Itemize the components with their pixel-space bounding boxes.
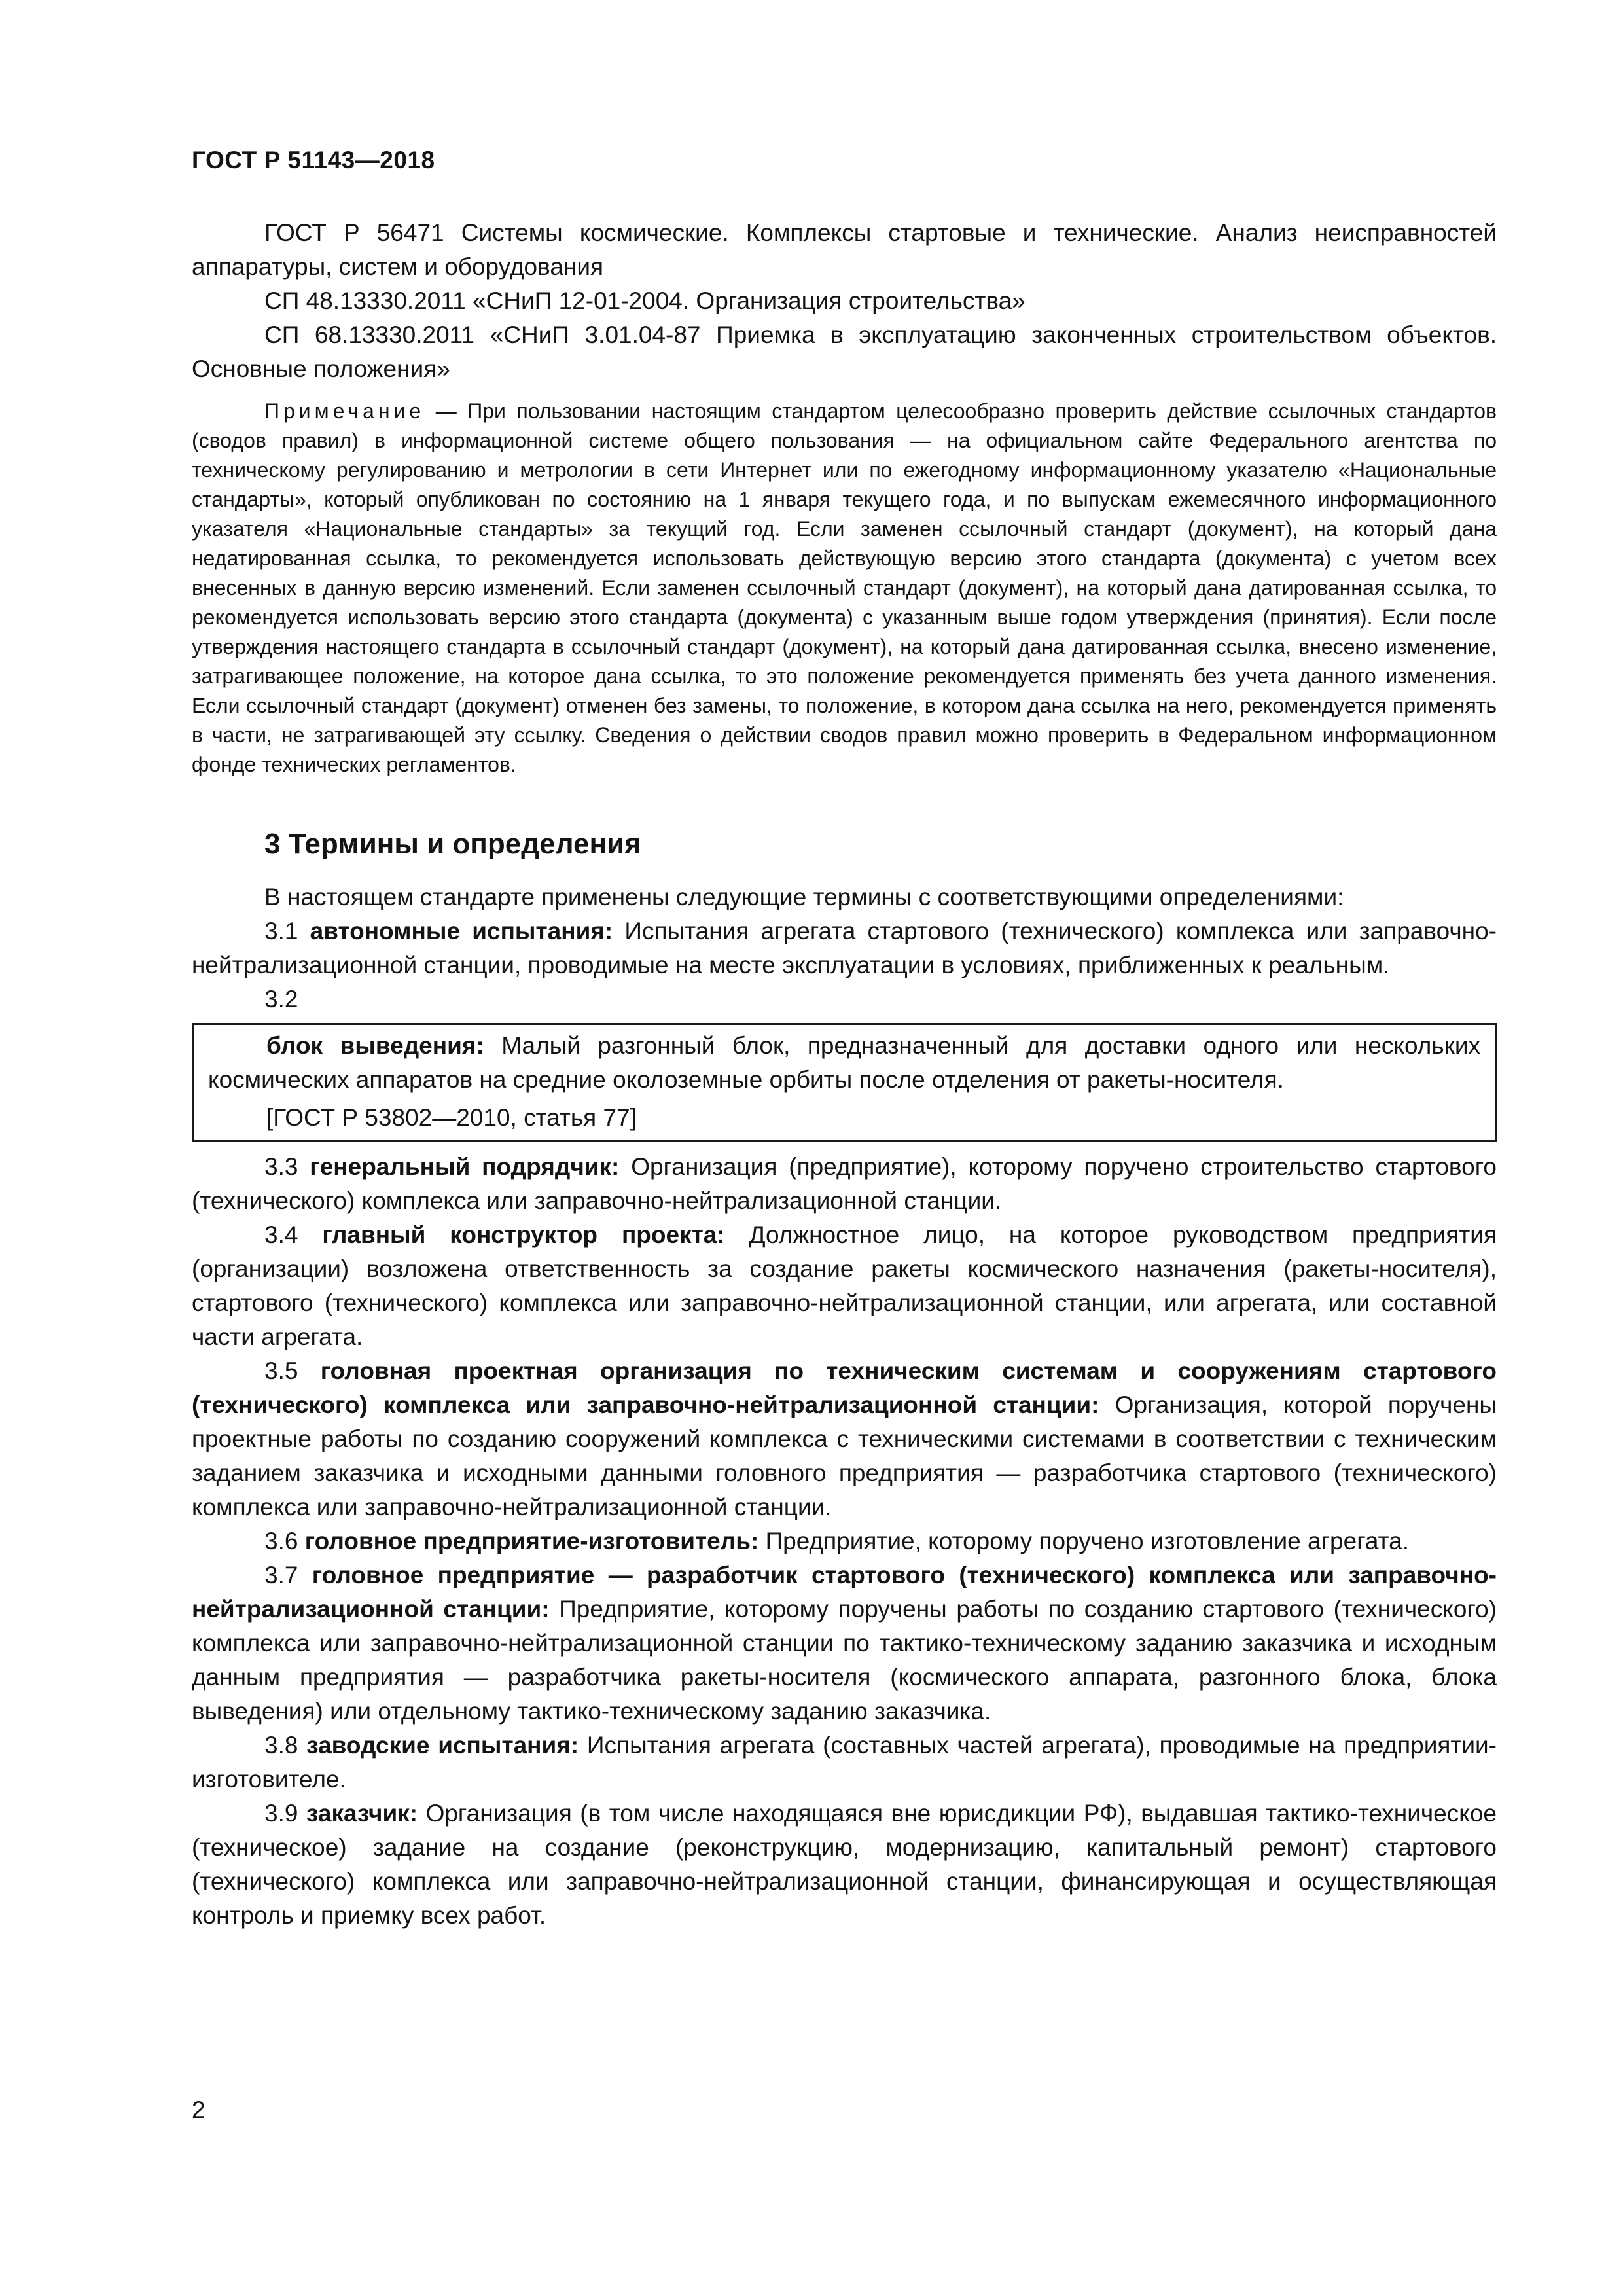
page-number: 2 <box>192 2096 205 2123</box>
term-entry <box>192 1729 1497 1797</box>
section-heading: 3 Термины и определения <box>264 828 641 860</box>
reference-item: ГОСТ Р 56471 Системы космические. Комплексы стартовые и технические. Анализ неисправностей аппаратуры, систем и оборудования <box>192 219 1497 280</box>
reference-item: СП 68.13330.2011 «СНиП 3.01.04-87 Приемка в эксплуатацию законченных строительством объектов. Основные положения» <box>192 321 1497 382</box>
term-entry <box>192 1354 1497 1524</box>
term-name: головная проектная организация по техническим системам и сооружениям стартового (технического) комплекса или заправочно-нейтрализационной станции: <box>192 1357 1497 1418</box>
term-name: заказчик: <box>306 1800 418 1827</box>
term-number: 3.5 <box>264 1357 321 1384</box>
term-number: 3.7 <box>264 1562 312 1588</box>
term-name: головное предприятие — разработчик стартового (технического) комплекса или заправочно-нейтрализационной станции: <box>192 1562 1497 1623</box>
note-paragraph <box>192 397 1497 780</box>
term-number: 3.3 <box>264 1153 310 1180</box>
term-definition: Предприятие, которому поручено изготовление агрегата. <box>758 1528 1410 1554</box>
note-text: — При пользовании настоящим стандартом целесообразно проверить действие ссылочных стандартов (сводов правил) в информационной системе общего пользования — на официальном сайте Федерального агентства по техническому регулированию и метрологии в сети Интернет или по ежегодному информационному указателю «Национальные стандарты», который опубликован по состоянию на 1 января текущего года, и по выпускам ежемесячного информационного указателя «Национальные стандарты» за текущий год. Если заменен ссылочный стандарт (документ), на который дана недатированная ссылка, то рекомендуется использовать действующую версию этого стандарта (документа) с учетом всех внесенных в данную версию изменений. Если заменен ссылочный стандарт (документ), на который дана датированная ссылка, то рекомендуется использовать версию этого стандарта (документа) с указанным выше годом утверждения (принятия). Если после утверждения настоящего стандарта в ссылочный стандарт (документ), на который дана датированная ссылка, внесено изменение, затрагивающее положение, на которое дана ссылка, то это положение рекомендуется применять без учета данного изменения. Если ссылочный стандарт (документ) отменен без замены, то положение, в котором дана ссылка на него, рекомендуется применять в части, не затрагивающей эту ссылку. Сведения о действии сводов правил можно проверить в Федеральном информационном фонде технических регламентов. <box>192 399 1497 776</box>
term-entry <box>192 1524 1497 1558</box>
term-definition: Малый разгонный блок, предназначенный для доставки одного или нескольких космических аппаратов на средние околоземные орбиты после отделения от ракеты-носителя. <box>208 1032 1480 1093</box>
term-name: блок выведения: <box>266 1032 484 1059</box>
term-definition: Организация (предприятие), которому поручено строительство стартового (технического) комплекса или заправочно-нейтрализационной станции. <box>192 1153 1497 1214</box>
term-name: главный конструктор проекта: <box>322 1221 725 1248</box>
term-definition: Предприятие, которому поручены работы по созданию стартового (технического) комплекса или заправочно-нейтрализационной станции по тактико-техническому заданию заказчика и исходным данным предприятия — разработчика ракеты-носителя (космического аппарата, разгонного блока, блока выведения) или отдельному тактико-техническому заданию заказчика. <box>192 1596 1497 1725</box>
boxed-term-frame <box>192 1023 1497 1142</box>
term-entry <box>192 1797 1497 1933</box>
term-entry <box>192 1218 1497 1354</box>
term-definition: Испытания агрегата стартового (технического) комплекса или заправочно-нейтрализационной станции, проводимые на месте эксплуатации в условиях, приближенных к реальным. <box>192 918 1497 978</box>
term-source: [ГОСТ Р 53802—2010, статья 77] <box>266 1104 637 1131</box>
term-entry <box>208 1029 1480 1097</box>
term-number: 3.6 <box>264 1528 305 1554</box>
page-header-doc-code: ГОСТ Р 51143—2018 <box>192 147 435 173</box>
term-number: 3.9 <box>264 1800 306 1827</box>
term-name: автономные испытания: <box>310 918 613 944</box>
term-definition: Организация (в том числе находящаяся вне юрисдикции РФ), выдавшая тактико-техническое (техническое) задание на создание (реконструкцию, модернизацию, капитальный ремонт) стартового (технического) комплекса или заправочно-нейтрализационной станции, финансирующая и осуществляющая контроль и приемку всех работ. <box>192 1800 1497 1929</box>
term-number: 3.4 <box>264 1221 323 1248</box>
section-intro: В настоящем стандарте применены следующие термины с соответствующими определениями: <box>264 884 1344 910</box>
term-entry <box>192 914 1497 982</box>
term-entry <box>192 1558 1497 1729</box>
term-name: генеральный подрядчик: <box>310 1153 620 1180</box>
term-definition: Должностное лицо, на которое руководством предприятия (организации) возложена ответственность за создание ракеты космического назначения (ракеты-носителя), стартового (технического) комплекса или заправочно-нейтрализационной станции, или агрегата, или составной части агрегата. <box>192 1221 1497 1350</box>
term-entry <box>192 1150 1497 1218</box>
term-number: 3.1 <box>264 918 310 944</box>
term-name: заводские испытания: <box>306 1732 579 1759</box>
document-body <box>192 216 1497 1933</box>
term-definition: Испытания агрегата (составных частей агрегата), проводимые на предприятии-изготовителе. <box>192 1732 1497 1793</box>
term-definition: Организация, которой поручены проектные работы по созданию сооружений комплекса с техническими системами в соответствии с техническим заданием заказчика и исходными данными головного предприятия — разработчика стартового (технического) комплекса или заправочно-нейтрализационной станции. <box>192 1391 1497 1520</box>
boxed-term-number: 3.2 <box>264 986 298 1013</box>
reference-item: СП 48.13330.2011 «СНиП 12-01-2004. Организация строительства» <box>264 287 1026 314</box>
note-label: Примечание <box>264 399 425 423</box>
term-name: головное предприятие-изготовитель: <box>304 1528 759 1554</box>
term-number: 3.8 <box>264 1732 307 1759</box>
